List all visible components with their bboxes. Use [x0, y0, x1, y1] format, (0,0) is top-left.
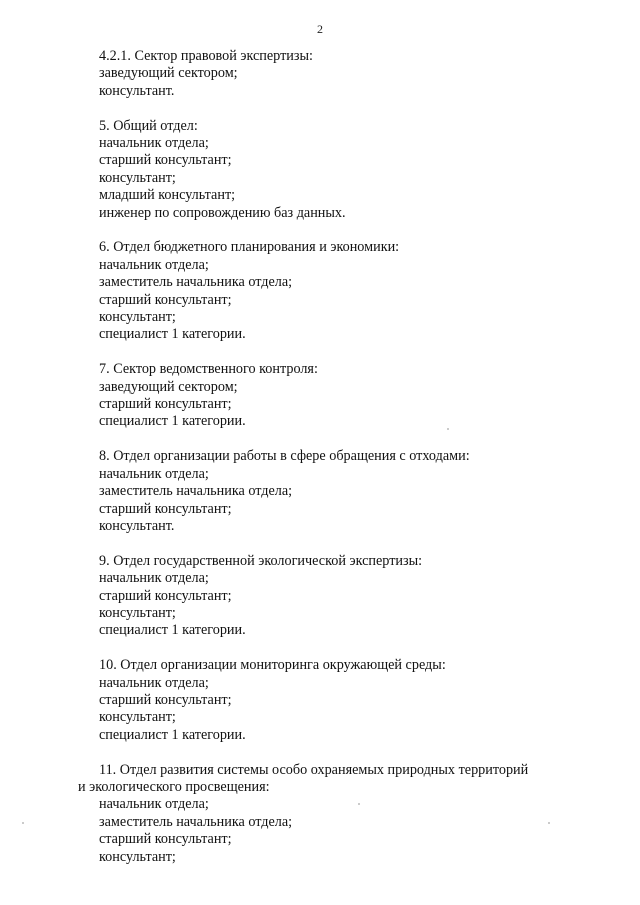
list-item: старший консультант; [99, 291, 232, 308]
list-item: консультант; [99, 604, 176, 621]
list-item: консультант; [99, 709, 176, 726]
list-item: начальник отдела; [99, 135, 209, 152]
section-10 [99, 657, 569, 744]
list-item: старший консультант; [99, 500, 232, 517]
list-item: начальник отдела; [99, 570, 209, 587]
list-item: специалист 1 категории. [99, 326, 246, 343]
section-heading: 8. Отдел организации работы в сфере обращения с отходами: [99, 448, 470, 465]
scan-speck [22, 822, 24, 824]
section-heading-line1: 11. Отдел развития системы особо охраняемых природных территорий [99, 761, 529, 778]
list-item: старший консультант; [99, 396, 232, 413]
section-9 [99, 553, 569, 640]
list-item: заместитель начальника отдела; [99, 274, 293, 291]
list-item: специалист 1 категории. [99, 413, 246, 430]
section-heading: 9. Отдел государственной экологической экспертизы: [99, 552, 423, 569]
scan-speck [548, 822, 550, 824]
list-item: младший консультант; [99, 187, 236, 204]
list-item: начальник отдела; [99, 796, 209, 813]
scan-speck [447, 428, 449, 430]
list-item: консультант. [99, 82, 175, 99]
list-item: консультант; [99, 169, 176, 186]
section-11 [78, 761, 569, 866]
list-item: консультант; [99, 309, 176, 326]
list-item: начальник отдела; [99, 256, 209, 273]
section-heading: 5. Общий отдел: [99, 117, 198, 134]
list-item: начальник отдела; [99, 465, 209, 482]
list-item: старший консультант; [99, 831, 232, 848]
page-number: 2 [317, 22, 323, 36]
list-item: заместитель начальника отдела; [99, 483, 293, 500]
list-item: специалист 1 категории. [99, 726, 246, 743]
list-item: заведующий сектором; [99, 378, 238, 395]
section-heading: 6. Отдел бюджетного планирования и экономики: [99, 239, 400, 256]
list-item: старший консультант; [99, 152, 232, 169]
list-item: консультант; [99, 848, 176, 865]
section-5 [99, 118, 569, 222]
list-item: старший консультант; [99, 587, 232, 604]
section-heading: 7. Сектор ведомственного контроля: [99, 361, 318, 378]
list-item: инженер по сопровождению баз данных. [99, 204, 346, 221]
section-heading: 10. Отдел организации мониторинга окружающей среды: [99, 657, 446, 674]
list-item: старший консультант; [99, 691, 232, 708]
section-heading-line2: и экологического просвещения: [78, 778, 270, 795]
document-body [78, 48, 569, 883]
section-8 [99, 448, 569, 535]
scan-speck [358, 803, 360, 805]
section-7 [99, 361, 569, 431]
section-6 [99, 239, 569, 343]
section-4-2-1 [99, 48, 569, 100]
list-item: начальник отдела; [99, 674, 209, 691]
list-item: специалист 1 категории. [99, 622, 246, 639]
list-item: заместитель начальника отдела; [99, 813, 293, 830]
section-heading: 4.2.1. Сектор правовой экспертизы: [99, 48, 313, 64]
list-item: заведующий сектором; [99, 65, 238, 82]
list-item: консультант. [99, 517, 175, 534]
